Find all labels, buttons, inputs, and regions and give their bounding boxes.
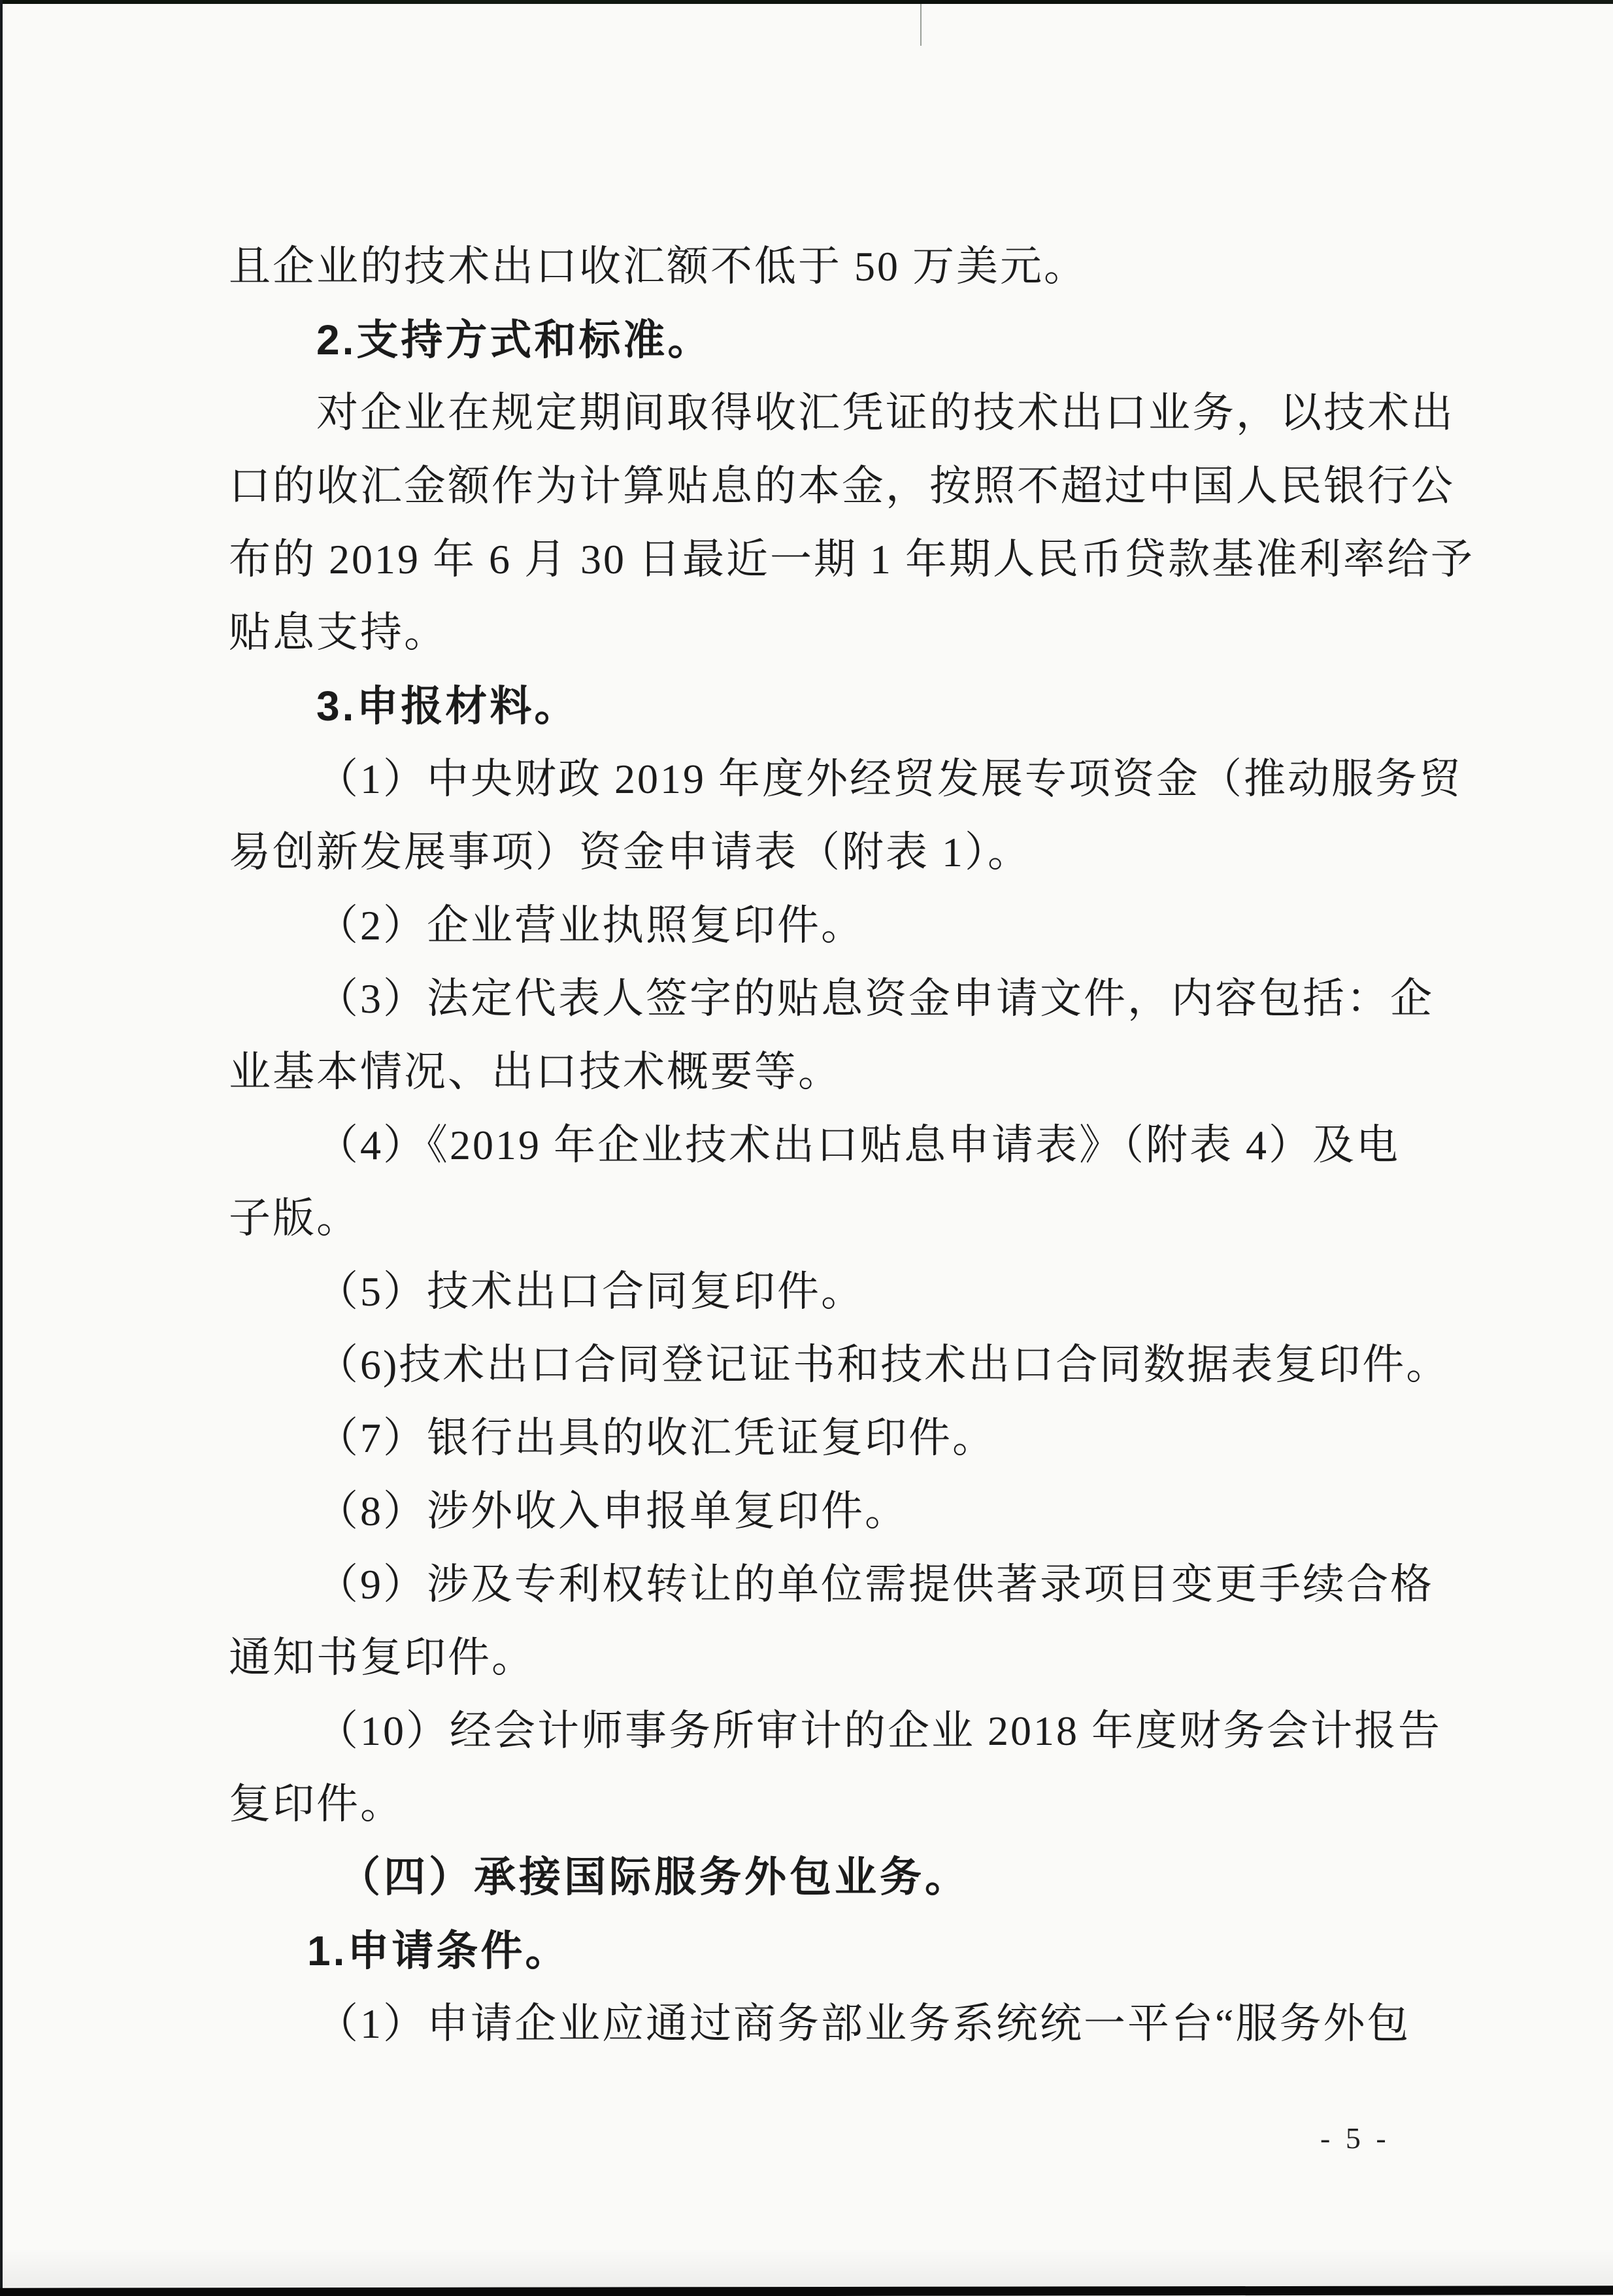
page-number: - 5 - — [1320, 2121, 1390, 2155]
text-line: 对企业在规定期间取得收汇凭证的技术出口业务，以技术出 — [316, 390, 1455, 436]
text-line: 口的收汇金额作为计算贴息的本金，按照不超过中国人民银行公 — [229, 463, 1455, 509]
text-line: 复印件。 — [229, 1781, 404, 1827]
scan-artifact-bottom-shadow — [0, 2248, 1613, 2287]
text-line: 通知书复印件。 — [229, 1634, 535, 1681]
text-line: 易创新发展事项）资金申请表（附表 1）。 — [229, 829, 1031, 875]
text-line: 子版。 — [229, 1195, 360, 1241]
heading-support-method: 2.支持方式和标准。 — [316, 316, 712, 363]
scan-artifact-hairline — [920, 4, 922, 46]
list-item-10: （10）经会计师事务所审计的企业 2018 年度财务会计报告 — [316, 1708, 1442, 1754]
list-item-4: （4）《2019 年企业技术出口贴息申请表》（附表 4）及电 — [316, 1122, 1400, 1168]
heading-application-conditions: 1.申请条件。 — [307, 1927, 570, 1974]
text-line: 贴息支持。 — [229, 609, 448, 656]
heading-application-materials: 3.申报材料。 — [316, 683, 579, 730]
text-line: （1）申请企业应通过商务部业务系统统一平台“服务外包 — [316, 2001, 1411, 2047]
text-line: 且企业的技术出口收汇额不低于 50 万美元。 — [229, 243, 1088, 290]
scan-artifact-left-edge — [0, 0, 3, 2296]
text-line: 布的 2019 年 6 月 30 日最近一期 1 年期人民币贷款基准利率给予 — [229, 536, 1474, 582]
list-item-6: （6)技术出口合同登记证书和技术出口合同数据表复印件。 — [316, 1342, 1450, 1388]
list-item-1: （1）中央财政 2019 年度外经贸发展专项资金（推动服务贸 — [316, 756, 1463, 802]
text-line: 业基本情况、出口技术概要等。 — [229, 1049, 842, 1095]
scan-artifact-top-edge — [0, 0, 1613, 4]
list-item-9: （9）涉及专利权转让的单位需提供著录项目变更手续合格 — [316, 1561, 1434, 1608]
scan-artifact-bottom-edge — [0, 2286, 1613, 2296]
list-item-2: （2）企业营业执照复印件。 — [316, 902, 865, 949]
heading-section-4-outsourcing: （四）承接国际服务外包业务。 — [339, 1854, 970, 1900]
list-item-3: （3）法定代表人签字的贴息资金申请文件，内容包括：企 — [316, 975, 1434, 1022]
list-item-5: （5）技术出口合同复印件。 — [316, 1268, 865, 1315]
list-item-8: （8）涉外收入申报单复印件。 — [316, 1488, 908, 1534]
document-body — [229, 230, 1503, 2061]
list-item-7: （7）银行出具的收汇凭证复印件。 — [316, 1415, 996, 1461]
